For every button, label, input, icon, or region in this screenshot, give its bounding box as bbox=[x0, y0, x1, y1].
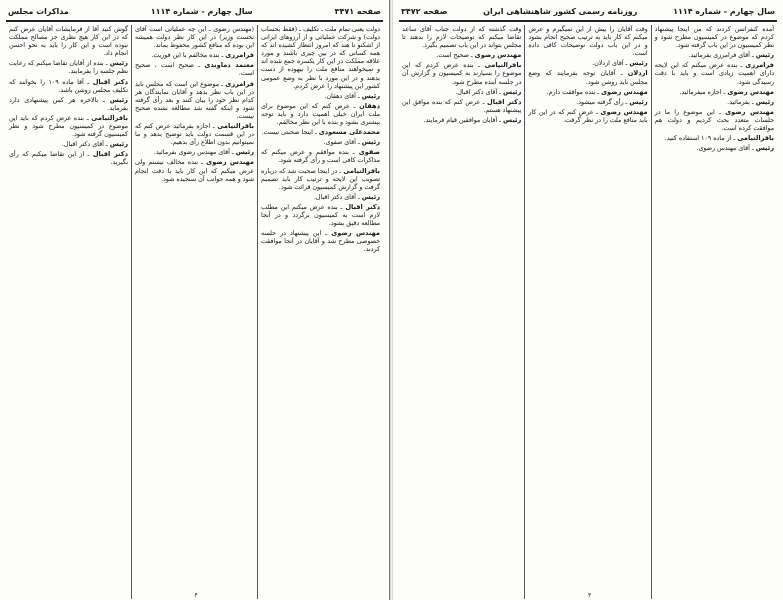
text-column bbox=[399, 25, 525, 599]
paragraph-text: ـ بنده موافقت دارم. bbox=[546, 88, 599, 96]
left-page-number: صفحه ۳۴۷۱ bbox=[334, 6, 381, 16]
transcript-paragraph bbox=[261, 92, 380, 101]
paragraph-text: گوش کنید آقا از فرمایشات آقایان عرض کنم که در این کار هیچ نظری جز مصالح مملکت نبوده است و این کار را باید به نحو احسن انجام داد. bbox=[9, 26, 128, 58]
paragraph-text: ـ عرض کنم که این موضوع برای ملت ایران خیلی اهمیت دارد و باید توجه بیشتری بشود و بنده با این نظر مخالفم. bbox=[261, 102, 380, 127]
paragraph-text: ـ بنده موافقم و عرض میکنم که مذاکرات کافی است و رأی گرفته شود. bbox=[261, 149, 380, 165]
paragraph-text: ـ آقای مهندس رضوی. bbox=[696, 145, 754, 153]
paragraph-text: ـ آقای دکتر اقبال. bbox=[313, 193, 360, 201]
speaker-name: مهندس رضوی bbox=[206, 158, 254, 167]
text-column bbox=[6, 25, 132, 599]
transcript-paragraph bbox=[135, 25, 254, 50]
paragraph-text: ـ عرض کنم که بنده موافق این پیشنهاد هستم. bbox=[402, 98, 522, 114]
paragraph-text: ـ اینجا صحبتی نیست. bbox=[261, 129, 317, 137]
paragraph-text: ـ آقای صفوی. bbox=[323, 139, 360, 147]
transcript-paragraph bbox=[9, 78, 128, 95]
transcript-paragraph bbox=[9, 59, 128, 76]
paragraph-text: ـ آقای دکتر اقبال. bbox=[455, 88, 502, 96]
paragraph-text: (مهندس رضوی ـ این چه عملیاتی است آقای نخست وزیر) در این کار نظر دولت همیشه این بوده که منافع کشور محفوظ بماند. bbox=[135, 26, 254, 50]
paragraph-text: ـ بنده عرض میکنم که این لایحه دارای اهمیت زیادی است و باید با دقت رسیدگی شود. bbox=[654, 62, 774, 86]
text-column bbox=[132, 25, 258, 599]
transcript-paragraph bbox=[261, 229, 380, 254]
speaker-name: رئیس bbox=[361, 138, 380, 147]
left-page bbox=[0, 0, 390, 600]
paragraph-text: وقت آقایان را بیش از این نمیگیرم و عرض میکنم که کار باید به ترتیب صحیح انجام بشود و در این باب دولت توضیحات کافی داده است. bbox=[528, 26, 648, 58]
transcript-paragraph bbox=[261, 138, 380, 147]
speaker-name: رئیس bbox=[361, 192, 380, 201]
speaker-name: رئیس bbox=[755, 97, 774, 106]
transcript-paragraph bbox=[261, 102, 380, 127]
transcript-paragraph bbox=[402, 88, 521, 97]
transcript-paragraph bbox=[655, 108, 774, 133]
right-issue-label: روزنامه رسمی کشور شاهنشاهی ایران bbox=[483, 6, 638, 16]
speaker-name: صفوی bbox=[358, 148, 380, 157]
paragraph-text: ـ از این تقاضا میکنم که رأی بگیرید. bbox=[9, 151, 128, 167]
paragraph-text: ـ در اینجا صحبت شد که درباره تصویب این لایحه و ترتیب کار باید تصمیم گرفت و گزارش کمیسیون قرائت شود. bbox=[261, 167, 380, 191]
speaker-name: مهندس رضوی bbox=[600, 87, 648, 96]
transcript-paragraph bbox=[528, 25, 647, 58]
right-page-columns bbox=[399, 25, 777, 599]
paragraph-text: ـ بالاخره هر کس پیشنهادی دارد بفرماید. bbox=[9, 96, 128, 112]
speaker-name: مهندس رضوی bbox=[725, 107, 774, 116]
speaker-name: باقرالتیامی bbox=[484, 61, 522, 70]
speaker-name: مهندس رضوی bbox=[331, 229, 380, 238]
transcript-paragraph bbox=[528, 108, 647, 125]
speaker-name: محمدعلی مسعودی bbox=[318, 128, 380, 137]
transcript-paragraph bbox=[135, 61, 254, 78]
right-page-header bbox=[399, 4, 777, 22]
paragraph-text: وقت گذشته که از دولت جناب آقای ساعد تقاضا میکنم که توضیحات لازم را بدهند تا مجلس بتواند در این باب تصمیم بگیرد. bbox=[402, 26, 522, 50]
paragraph-text: آمده کنفرانس کردند که من اینجا پیشنهاد کردم که موضوع در کمیسیون مطرح شود و نظر کمیسیون در این باب گرفته شود. bbox=[654, 26, 774, 50]
paragraph-text: ـ صحیح است. bbox=[436, 52, 473, 60]
paragraph-text: ـ بنده مخالف نیستم ولی عرض میکنم که این کار باید با دقت انجام شود و همه جوانب آن سنجیده شود. bbox=[135, 159, 254, 183]
speaker-name: مهندس رضوی bbox=[727, 87, 774, 96]
paragraph-text: ـ آقای مهندس رضوی بفرمائید. bbox=[153, 149, 234, 157]
speaker-name: معتمد دماوندی bbox=[204, 61, 254, 70]
paragraph-text: ـ آقای دکتر اقبال. bbox=[61, 141, 108, 149]
paragraph-text: ـ آقایان موافقین قیام فرمایند. bbox=[423, 116, 502, 124]
paragraph-text: ـ بنده مخالفم با این فوریت. bbox=[151, 52, 224, 60]
speaker-name: دکتر اقبال bbox=[487, 97, 522, 106]
right-page-number: صفحه ۳۴۷۲ bbox=[401, 6, 448, 16]
speaker-name: دکتر اقبال bbox=[92, 77, 128, 86]
transcript-paragraph bbox=[261, 203, 380, 228]
paragraph-text: ـ آقایان توجه بفرمایند که وضع مجلس باید روشن شود. bbox=[528, 70, 648, 86]
text-column bbox=[525, 25, 651, 599]
speaker-name: باقرالتیامی bbox=[217, 122, 254, 131]
left-page-columns bbox=[6, 25, 383, 599]
speaker-name: رئیس bbox=[361, 91, 380, 100]
speaker-name: رئیس bbox=[503, 87, 522, 96]
transcript-paragraph bbox=[402, 51, 521, 60]
paragraph-text: دولت یعنی تمام ملت ـ تکلیف ـ (فقط بحساب دولت) و شرکت عملیاتی و از آرزوهای ایرانی از اشکنو تا هند که امروز انتظار کشیده اند که همه کسانی که در بین چیزی باشند و مورد علاقه مملکت در این کار یکسره جمع شده اند و نمیخواهند منافع ملت را بیهوده از دست بدهند و در این مورد با نظر به وضع عمومی کشور این پیشنهاد را عرض کردم. bbox=[261, 26, 380, 90]
paragraph-text: ـ آقای فرامرزی بفرمائید. bbox=[688, 52, 754, 60]
paragraph-text: ـ اجازه میفرمائید. bbox=[679, 88, 726, 96]
transcript-paragraph bbox=[402, 25, 521, 50]
transcript-paragraph bbox=[402, 116, 521, 125]
transcript-paragraph bbox=[9, 96, 128, 113]
speaker-name: رئیس bbox=[755, 51, 774, 60]
speaker-name: دهقان bbox=[359, 101, 380, 110]
left-page-footer-number: ۴ bbox=[194, 592, 198, 599]
right-page bbox=[393, 0, 783, 600]
transcript-paragraph bbox=[261, 128, 380, 137]
transcript-paragraph bbox=[261, 167, 380, 192]
speaker-name: دکتر اقبال bbox=[345, 202, 380, 211]
transcript-paragraph bbox=[261, 25, 380, 91]
transcript-paragraph bbox=[9, 150, 128, 167]
transcript-paragraph bbox=[135, 148, 254, 157]
transcript-paragraph bbox=[655, 61, 774, 86]
transcript-paragraph bbox=[135, 80, 254, 121]
text-column bbox=[652, 25, 777, 599]
transcript-paragraph bbox=[528, 69, 647, 86]
transcript-paragraph bbox=[261, 148, 380, 165]
transcript-paragraph bbox=[9, 140, 128, 149]
speaker-name: رئیس bbox=[109, 95, 128, 104]
right-section-title: سال چهارم - شماره ۱۱۱۴ bbox=[673, 6, 775, 16]
speaker-name: فرامرزی bbox=[225, 51, 254, 60]
transcript-paragraph bbox=[135, 51, 254, 60]
transcript-paragraph bbox=[261, 193, 380, 202]
speaker-name: فرامرزی bbox=[225, 79, 254, 88]
speaker-name: مهندس رضوی bbox=[600, 107, 648, 116]
speaker-name: فرامرزی bbox=[745, 61, 774, 70]
paragraph-text: ـ اجازه بفرمائید عرض کنم که در این قسمت دولت باید توضیح بدهد و ما نمیتوانیم بدون اطلاع رأی بدهیم. bbox=[135, 123, 254, 147]
speaker-name: باقرالتیامی bbox=[343, 166, 380, 175]
paragraph-text: ـ بنده عرض میکنم این مطلب لازم است به کمیسیون برگردد و در آنجا مطالعه دقیق بشود. bbox=[261, 203, 380, 228]
transcript-paragraph bbox=[528, 59, 647, 68]
speaker-name: رئیس bbox=[503, 115, 522, 124]
paragraph-text: ـ آقا ماده ۱۰۹ را بخوانند که تکلیف مجلس روشن باشد. bbox=[9, 78, 128, 94]
speaker-name: رئیس bbox=[235, 148, 254, 157]
speaker-name: باقرالتیامی bbox=[91, 113, 128, 122]
transcript-paragraph bbox=[655, 144, 774, 153]
paragraph-text: ـ آقای دهقان. bbox=[324, 92, 360, 100]
paragraph-text: ـ بنده عرض کردم که باید این موضوع در کمیسیون مطرح شود و نظر کمیسیون گرفته شود. bbox=[9, 114, 128, 139]
transcript-paragraph bbox=[402, 61, 521, 86]
transcript-paragraph bbox=[655, 51, 774, 60]
paragraph-text: ـ آقای اردلان. bbox=[592, 60, 628, 68]
speaker-name: اردلان bbox=[627, 69, 648, 78]
speaker-name: مهندس رضوی bbox=[474, 51, 522, 60]
transcript-paragraph bbox=[402, 98, 521, 115]
speaker-name: رئیس bbox=[629, 59, 648, 68]
speaker-name: دکتر اقبال bbox=[92, 150, 128, 159]
transcript-paragraph bbox=[655, 25, 774, 50]
transcript-paragraph bbox=[528, 98, 647, 107]
transcript-paragraph bbox=[655, 134, 774, 143]
left-page-header bbox=[6, 4, 383, 22]
paragraph-text: ـ بنده از آقایان تقاضا میکنم که رعایت نظم جلسه را بفرمایند. bbox=[9, 60, 128, 76]
paragraph-text: ـ عرض کنم که در این کار باید منافع ملت را در نظر گرفت. bbox=[528, 108, 648, 124]
paragraph-text: ـ از ماده ۱۰۹ استفاده کنید. bbox=[664, 135, 736, 143]
paragraph-text: ـ این پیشنهاد در جلسه خصوصی مطرح شد و آقایان در آنجا موافقت کردند. bbox=[261, 230, 380, 254]
speaker-name: رئیس bbox=[109, 59, 128, 68]
paragraph-text: ـ بنده عرض کردم که این موضوع را بسپارند به کمیسیون و گزارش آن در جلسه آینده مطرح شود. bbox=[402, 62, 522, 86]
speaker-name: رئیس bbox=[755, 144, 774, 153]
transcript-paragraph bbox=[9, 114, 128, 139]
transcript-paragraph bbox=[655, 88, 774, 97]
left-section-title: مذاکرات مجلس bbox=[8, 6, 69, 16]
text-column bbox=[258, 25, 383, 599]
transcript-paragraph bbox=[9, 25, 128, 58]
paragraph-text: ـ بفرمائید. bbox=[727, 98, 754, 106]
paragraph-text: ـ این موضوع را ما در جلسات متعدد بحث کردیم و دولت هم موافقت کرده است. bbox=[654, 108, 774, 133]
paragraph-text: ـ رأی گرفته میشود. bbox=[576, 98, 628, 106]
speaker-name: رئیس bbox=[109, 140, 128, 149]
speaker-name: رئیس bbox=[629, 97, 648, 106]
paragraph-text: ـ صحیح است ، صحیح است. bbox=[135, 62, 254, 78]
right-page-footer-number: ۳ bbox=[588, 592, 592, 599]
transcript-paragraph bbox=[655, 98, 774, 107]
paragraph-text: ـ موضوع این است که مجلس باید در این باب نظر بدهد و آقایان نمایندگان هر کدام نظر خود را بیان کنند و بعد رأی گرفته شود و اینکه گفته شد مطالعه نشده صحیح نیست. bbox=[135, 80, 254, 120]
left-issue-label: سال چهارم - شماره ۱۱۱۴ bbox=[150, 6, 253, 16]
speaker-name: باقرالتیامی bbox=[737, 134, 774, 143]
transcript-paragraph bbox=[135, 158, 254, 183]
transcript-paragraph bbox=[135, 122, 254, 147]
transcript-paragraph bbox=[528, 88, 647, 97]
